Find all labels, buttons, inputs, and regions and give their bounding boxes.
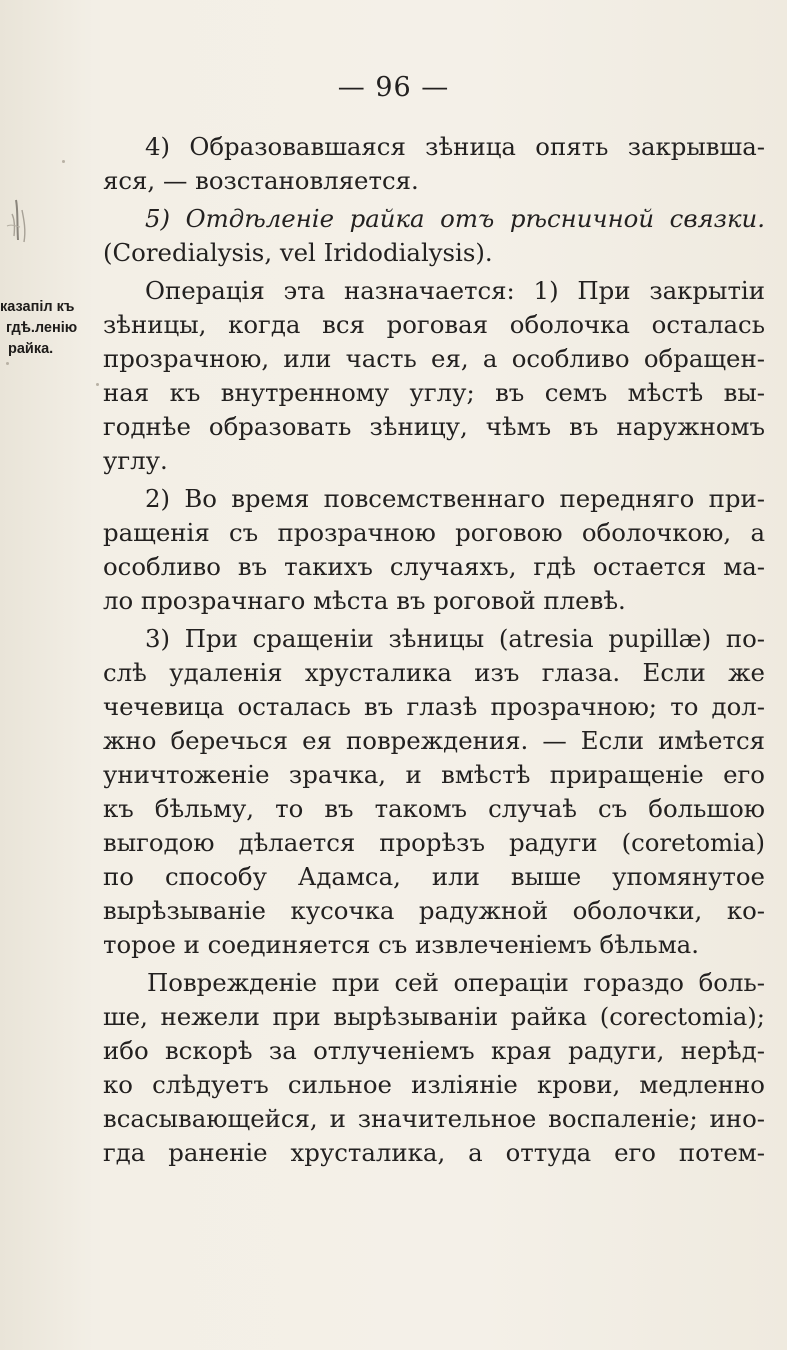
text-line: ращенія съ прозрачною роговою оболочкою, а: [103, 518, 765, 547]
paper-speck: [62, 160, 65, 163]
text-line: гда раненіе хрусталика, а оттуда его потем-: [103, 1138, 765, 1167]
text-line: чечевица осталась въ глазѣ прозрачною; то дол-: [103, 692, 765, 721]
text-line: торое и соединяется съ извлеченіемъ бѣльма.: [103, 930, 699, 959]
margin-note-line: райка.: [8, 341, 54, 357]
text-line: Операція эта назначается: 1) При закрытіи: [145, 276, 765, 305]
text-line: углу.: [103, 446, 168, 475]
paper-speck: [6, 362, 9, 365]
text-line: зѣницы, когда вся роговая оболочка осталась: [103, 310, 765, 339]
text-line: ибо вскорѣ за отлученіемъ края радуги, нерѣд-: [103, 1036, 765, 1065]
text-line: выгодою дѣлается прорѣзъ радуги (coretomia): [103, 828, 765, 857]
text-line: Поврежденіе при сей операціи гораздо боль-: [147, 968, 765, 997]
text-line: слѣ удаленія хрусталика изъ глаза. Если же: [103, 658, 765, 687]
text-line: ная къ внутренному углу; въ семъ мѣстѣ вы-: [103, 378, 765, 407]
text-line: ло прозрачнаго мѣста въ роговой плевѣ.: [103, 586, 626, 615]
text-line: всасывающейся, и значительное воспаленіе; ино-: [103, 1104, 765, 1133]
text-line: вырѣзываніе кусочка радужной оболочки, ко-: [103, 896, 765, 925]
paper-speck: [96, 383, 99, 386]
text-line: яся, — возстановляется.: [103, 166, 419, 195]
handwritten-mark: [2, 196, 36, 244]
text-line: прозрачною, или часть ея, а особливо обращен-: [103, 344, 765, 373]
text-line: къ бѣльму, то въ такомъ случаѣ съ большою: [103, 794, 765, 823]
section-heading: 5) Отдѣленіе райка отъ рѣсничной связки.: [145, 204, 765, 233]
text-line: ше, нежели при вырѣзываніи райка (corectomia);: [103, 1002, 765, 1031]
margin-note-line: гдѣ.ленію: [6, 320, 78, 336]
text-line: годнѣе образовать зѣницу, чѣмъ въ наружномъ: [103, 412, 765, 441]
text-line: 3) При сращеніи зѣницы (atresia pupillæ) по-: [145, 624, 765, 653]
text-line: уничтоженіе зрачка, и вмѣстѣ приращеніе его: [103, 760, 765, 789]
text-line: по способу Адамса, или выше упомянутое: [103, 862, 765, 891]
text-line: ко слѣдуетъ сильное изліяніе крови, медленно: [103, 1070, 765, 1099]
text-line: (Coredialysis, vel Iridodialysis).: [103, 238, 493, 267]
text-line: особливо въ такихъ случаяхъ, гдѣ остается ма-: [103, 552, 765, 581]
page-number: — 96 —: [337, 72, 450, 103]
text-line: 4) Образовавшаяся зѣница опять закрывша-: [145, 132, 765, 161]
text-line: жно беречься ея повреждения. — Если имѣется: [103, 726, 765, 755]
text-line: 2) Во время повсемственнаго передняго при-: [145, 484, 765, 513]
margin-note-line: казапіл къ: [0, 299, 75, 315]
margin-note: [0, 297, 104, 360]
body-text: [103, 130, 765, 1170]
